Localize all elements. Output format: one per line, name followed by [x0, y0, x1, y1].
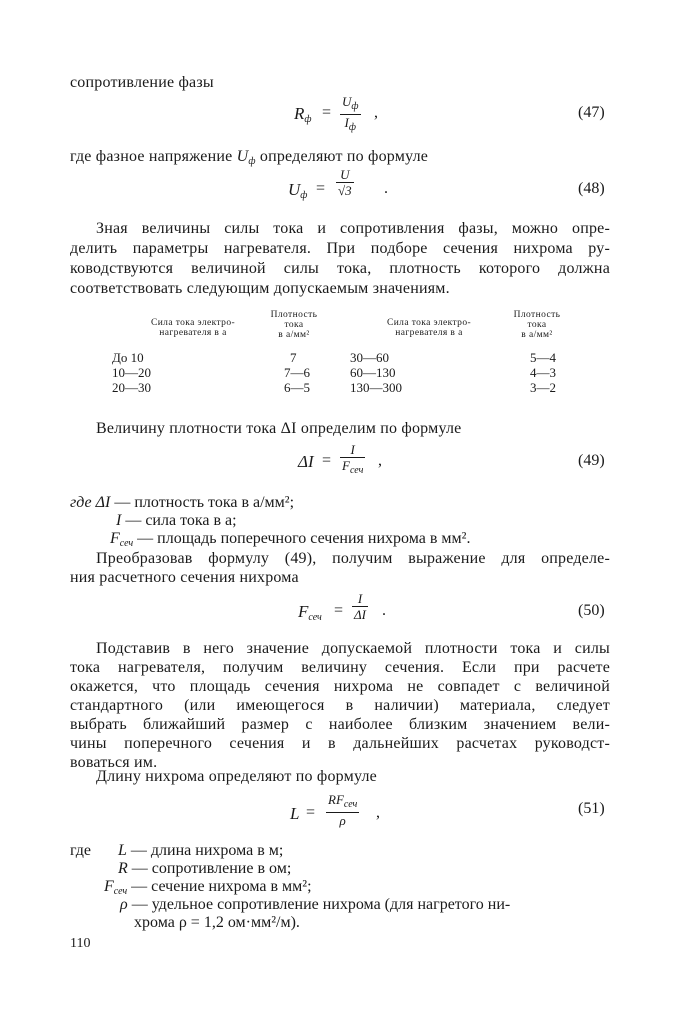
- table-cell: 7: [290, 350, 297, 365]
- paragraph-line: Преобразовав формулу (49), получим выражение для определе-: [96, 550, 610, 567]
- page-number: 110: [70, 936, 91, 951]
- definition-line: ρ — удельное сопротивление нихрома (для нагретого ни-: [120, 896, 511, 913]
- paragraph-line: делить параметры нагревателя. При подборе сечения нихрома ру-: [70, 240, 610, 257]
- table-header: Сила тока электро- нагревателя в а: [386, 318, 472, 338]
- paragraph-line: стандартного (или имеющегося в наличии) материала, следует: [70, 697, 610, 714]
- table-header: Плотность тока в а/мм²: [270, 310, 318, 340]
- paragraph-line: Подставив в него значение допускаемой плотности тока и силы: [96, 640, 610, 657]
- text-line: Длину нихрома определяют по формуле: [96, 768, 377, 785]
- table-cell: 10—20: [112, 365, 151, 380]
- equation-number: (50): [578, 602, 605, 619]
- table-header: Плотность тока в а/мм²: [513, 310, 561, 340]
- definition-continuation: хрома ρ = 1,2 ом·мм²/м).: [134, 914, 300, 931]
- paragraph-line: окажется, что площадь сечения нихрома не совпадет с величиной: [70, 678, 610, 695]
- table-cell: 3—2: [530, 380, 556, 395]
- table-cell: 30—60: [350, 350, 389, 365]
- equation-number: (51): [578, 800, 605, 817]
- definition-line: $F_{сеч}$ — площадь поперечного сечения нихрома в мм².: [110, 530, 471, 549]
- definition-line: I — сила тока в а;: [116, 512, 237, 529]
- table-cell: 60—130: [350, 365, 396, 380]
- paragraph-line: Зная величины силы тока и сопротивления фазы, можно опре-: [96, 220, 610, 237]
- definition-line: L — длина нихрома в м;: [118, 842, 284, 859]
- paragraph-line: ния расчетного сечения нихрома: [70, 569, 299, 586]
- paragraph-line: выбрать ближайший размер с наиболее близким значением вели-: [70, 716, 610, 733]
- paragraph-line: тока нагревателя, получим величину сечения. Если при расчете: [70, 659, 610, 676]
- equation-number: (47): [578, 104, 605, 121]
- text-line: где фазное напряжение $U_ф$ определяют по формуле: [70, 148, 429, 167]
- table-cell: 4—3: [530, 365, 556, 380]
- intro-line: сопротивление фазы: [70, 74, 214, 91]
- paragraph-line: чины поперечного сечения и в дальнейших расчетах руководст-: [70, 735, 610, 752]
- table-cell: 6—5: [284, 380, 310, 395]
- definition-line: где ΔI — плотность тока в а/мм²;: [70, 494, 295, 511]
- definition-where: где: [70, 842, 92, 859]
- definition-line: $F_{сеч}$ — сечение нихрома в мм²;: [104, 878, 312, 897]
- table-cell: 130—300: [350, 380, 402, 395]
- table-cell: 5—4: [530, 350, 556, 365]
- equation-number: (49): [578, 452, 605, 469]
- equation-number: (48): [578, 180, 605, 197]
- paragraph-line: ководствуются величиной силы тока, плотность которого должна: [70, 260, 610, 277]
- table-cell: 7—6: [284, 365, 310, 380]
- paragraph-line: воваться им.: [70, 754, 158, 771]
- text-line: Величину плотности тока ΔI определим по формуле: [96, 420, 462, 437]
- definition-line: R — сопротивление в ом;: [118, 860, 292, 877]
- table-header: Сила тока электро- нагревателя в а: [150, 318, 236, 338]
- table-cell: До 10: [112, 350, 144, 365]
- table-cell: 20—30: [112, 380, 151, 395]
- paragraph-line: соответствовать следующим допускаемым значениям.: [70, 280, 450, 297]
